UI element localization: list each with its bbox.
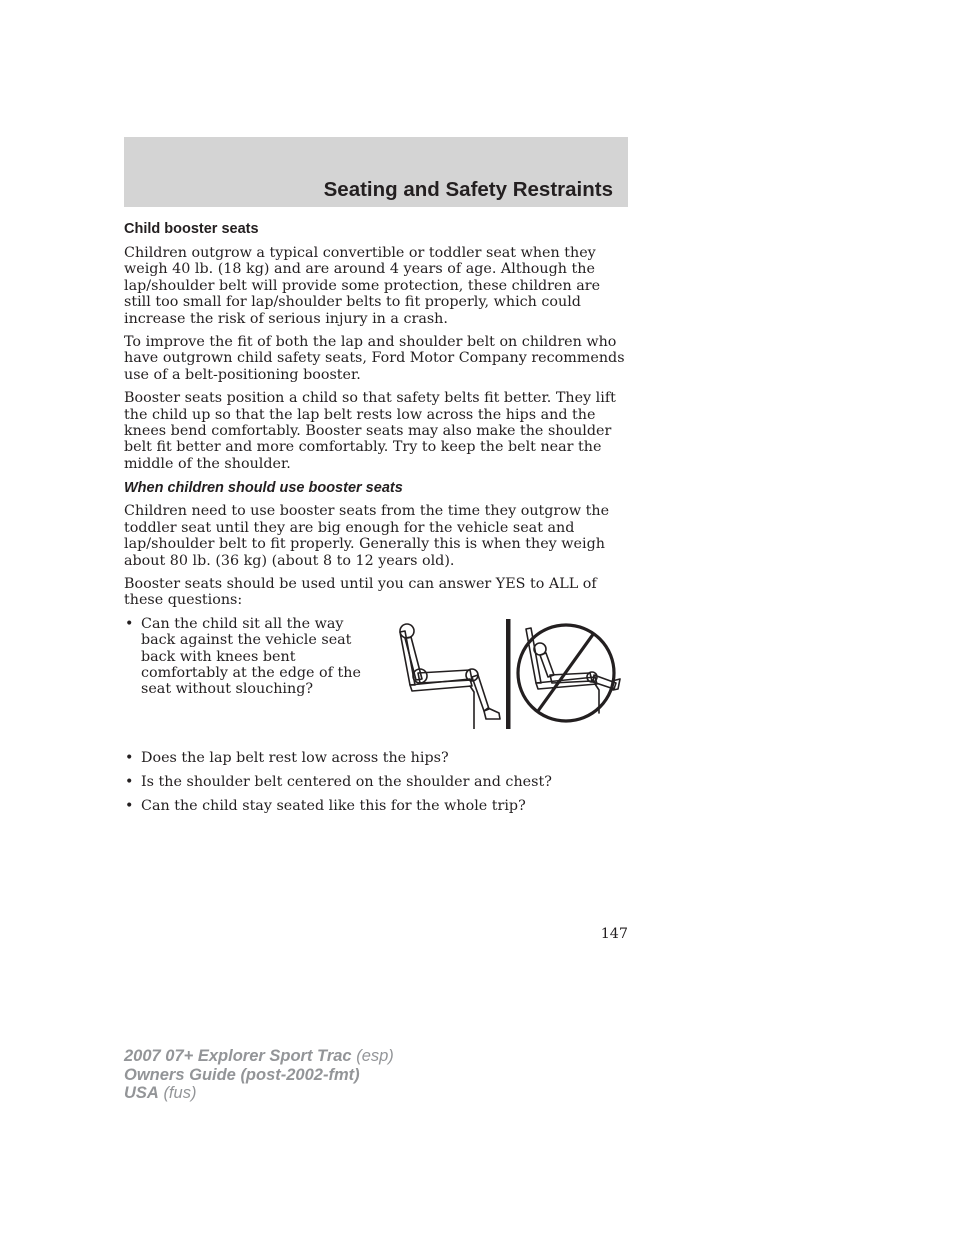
paragraph-3: Booster seats position a child so that safety belts fit better. They lift the child up so that the lap belt rests low across the hips and the knees bend comfortably. Booster seats may also make the shoulder belt fit better and more comfortably. Try to keep the belt near the middle of the shoulder. <box>124 390 616 472</box>
footer-line-2 <box>124 1066 394 1085</box>
illustration-divider <box>506 619 511 729</box>
correct-seat-support <box>470 686 474 729</box>
footer-guide: Owners Guide (post-2002-fmt) <box>124 1065 360 1084</box>
paragraph-5: Booster seats should be used until you can answer YES to ALL of these questions: <box>124 575 597 609</box>
correct-child-foot <box>484 708 500 719</box>
document-footer <box>124 1047 394 1103</box>
footer-line-3 <box>124 1084 394 1103</box>
incorrect-child-torso <box>540 653 554 677</box>
question-list <box>124 616 628 814</box>
section-heading: Child booster seats <box>124 221 259 237</box>
page-content <box>124 220 628 822</box>
footer-market-code: (fus) <box>163 1084 197 1102</box>
list-item: • Is the shoulder belt centered on the shoulder and chest? <box>124 774 628 790</box>
list-item: • Does the lap belt rest low across the hips? <box>124 750 628 766</box>
footer-market: USA <box>124 1084 159 1102</box>
subsection-heading: When children should use booster seats <box>124 480 403 497</box>
footer-line-1 <box>124 1047 394 1066</box>
page-number: 147 <box>600 926 628 942</box>
paragraph-1: Children outgrow a typical convertible or toddler seat when they weigh 40 lb. (18 kg) and are around 4 years of age. Although the lap/shoulder belt will provide some protection, these children are still too small for lap/shoulder belts to fit properly, which could increase the risk of serious injury in a crash. <box>124 245 601 327</box>
bullet-with-illustration <box>124 616 628 750</box>
list-item: • Can the child sit all the way back against the vehicle seat back with knees bent comfortably at the edge of the seat without slouching? <box>124 616 377 698</box>
booster-seat-illustration <box>390 613 626 729</box>
paragraph-4: Children need to use booster seats from the time they outgrow the toddler seat until they are big enough for the vehicle seat and lap/shoulder belt to fit properly. Generally this is when they weigh about 80 lb. (36 kg) (about 8 to 12 years old). <box>124 503 610 569</box>
paragraph-2: To improve the fit of both the lap and shoulder belt on children who have outgrown child safety seats, Ford Motor Company recommends use of a belt-positioning booster. <box>124 334 625 383</box>
footer-model-code: (esp) <box>356 1047 394 1065</box>
footer-model: 2007 07+ Explorer Sport Trac <box>124 1047 352 1065</box>
list-item: • Can the child stay seated like this for the whole trip? <box>124 798 628 814</box>
section-header-band <box>124 137 628 207</box>
section-header-title: Seating and Safety Restraints <box>323 178 613 201</box>
